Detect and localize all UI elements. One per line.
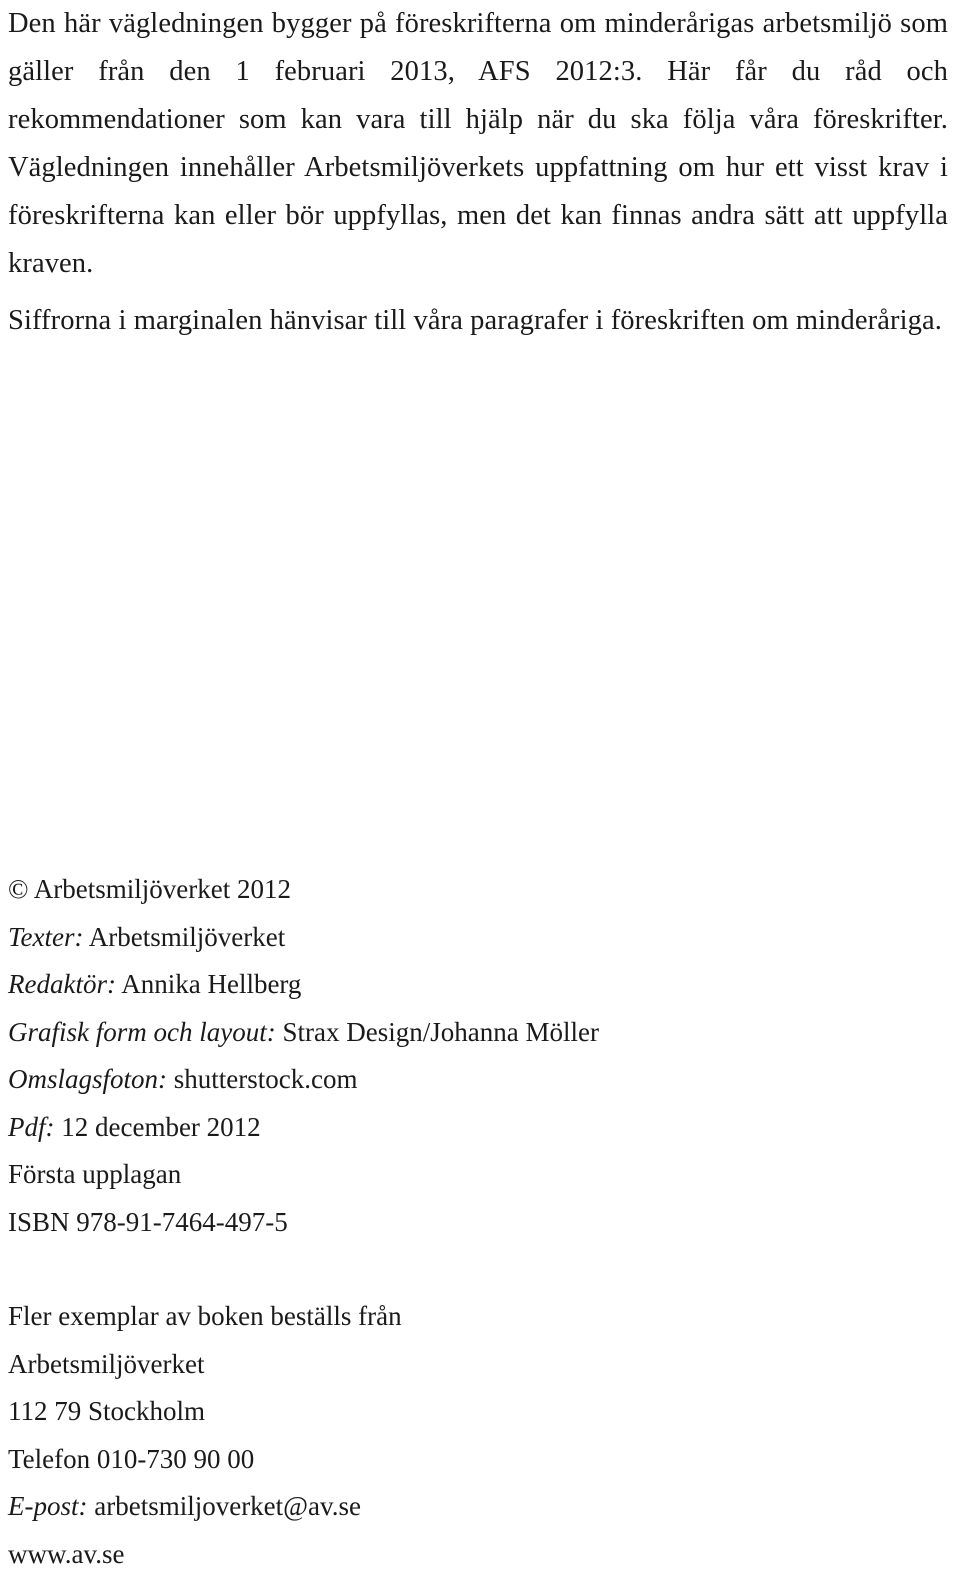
omslag-line [8,1056,908,1104]
grafisk-label: Grafisk form och layout: [8,1016,276,1047]
intro-paragraph-2: Siffrorna i marginalen hänvisar till våra paragrafer i föreskriften om minderåriga. [8,305,942,336]
order-phone: Telefon 010-730 90 00 [8,1443,255,1474]
isbn-line: ISBN 978-91-7464-497-5 [8,1206,288,1237]
document-page [8,0,948,345]
email-label: E-post: [8,1491,88,1521]
texter-label: Texter: [8,921,84,952]
redaktor-value: Annika Hellberg [115,969,302,999]
texter-line [8,914,908,962]
intro-paragraph-1: Den här vägledningen bygger på föreskrifterna om minderårigas arbetsmiljö som gäller från den 1 februari 2013, AFS 2012:3. Här får du råd och rekommendationer som kan vara till hjälp när du ska följa våra föreskrifter. Vägledningen innehåller Arbetsmiljöverkets uppfattning om hur ett visst krav i föreskrifterna kan eller bör uppfyllas, men det kan finnas andra sätt att uppfylla kraven. [8,8,948,279]
intro-text [8,0,948,345]
redaktor-line [8,961,908,1009]
pdf-value: 12 december 2012 [54,1111,261,1142]
spacer [8,1246,908,1293]
upplaga-line: Första upplagan [8,1159,182,1189]
copyright-line: © Arbetsmiljöverket 2012 [8,874,291,904]
pdf-line [8,1104,908,1152]
redaktor-label: Redaktör: [8,969,116,999]
pdf-label: Pdf: [8,1111,55,1142]
omslag-value: shutterstock.com [167,1064,358,1094]
order-address: 112 79 Stockholm [8,1396,206,1426]
order-org: Arbetsmiljöverket [8,1348,205,1379]
texter-value: Arbetsmiljöverket [83,921,286,952]
website-link[interactable]: www.av.se [8,1538,125,1569]
colophon [8,866,908,1578]
omslag-label: Omslagsfoton: [8,1064,168,1094]
grafisk-line [8,1009,908,1057]
email-link[interactable]: arbetsmiljoverket@av.se [87,1491,362,1521]
order-email-line [8,1483,908,1531]
order-line-1: Fler exemplar av boken beställs från [8,1301,402,1331]
grafisk-value: Strax Design/Johanna Möller [275,1016,599,1047]
